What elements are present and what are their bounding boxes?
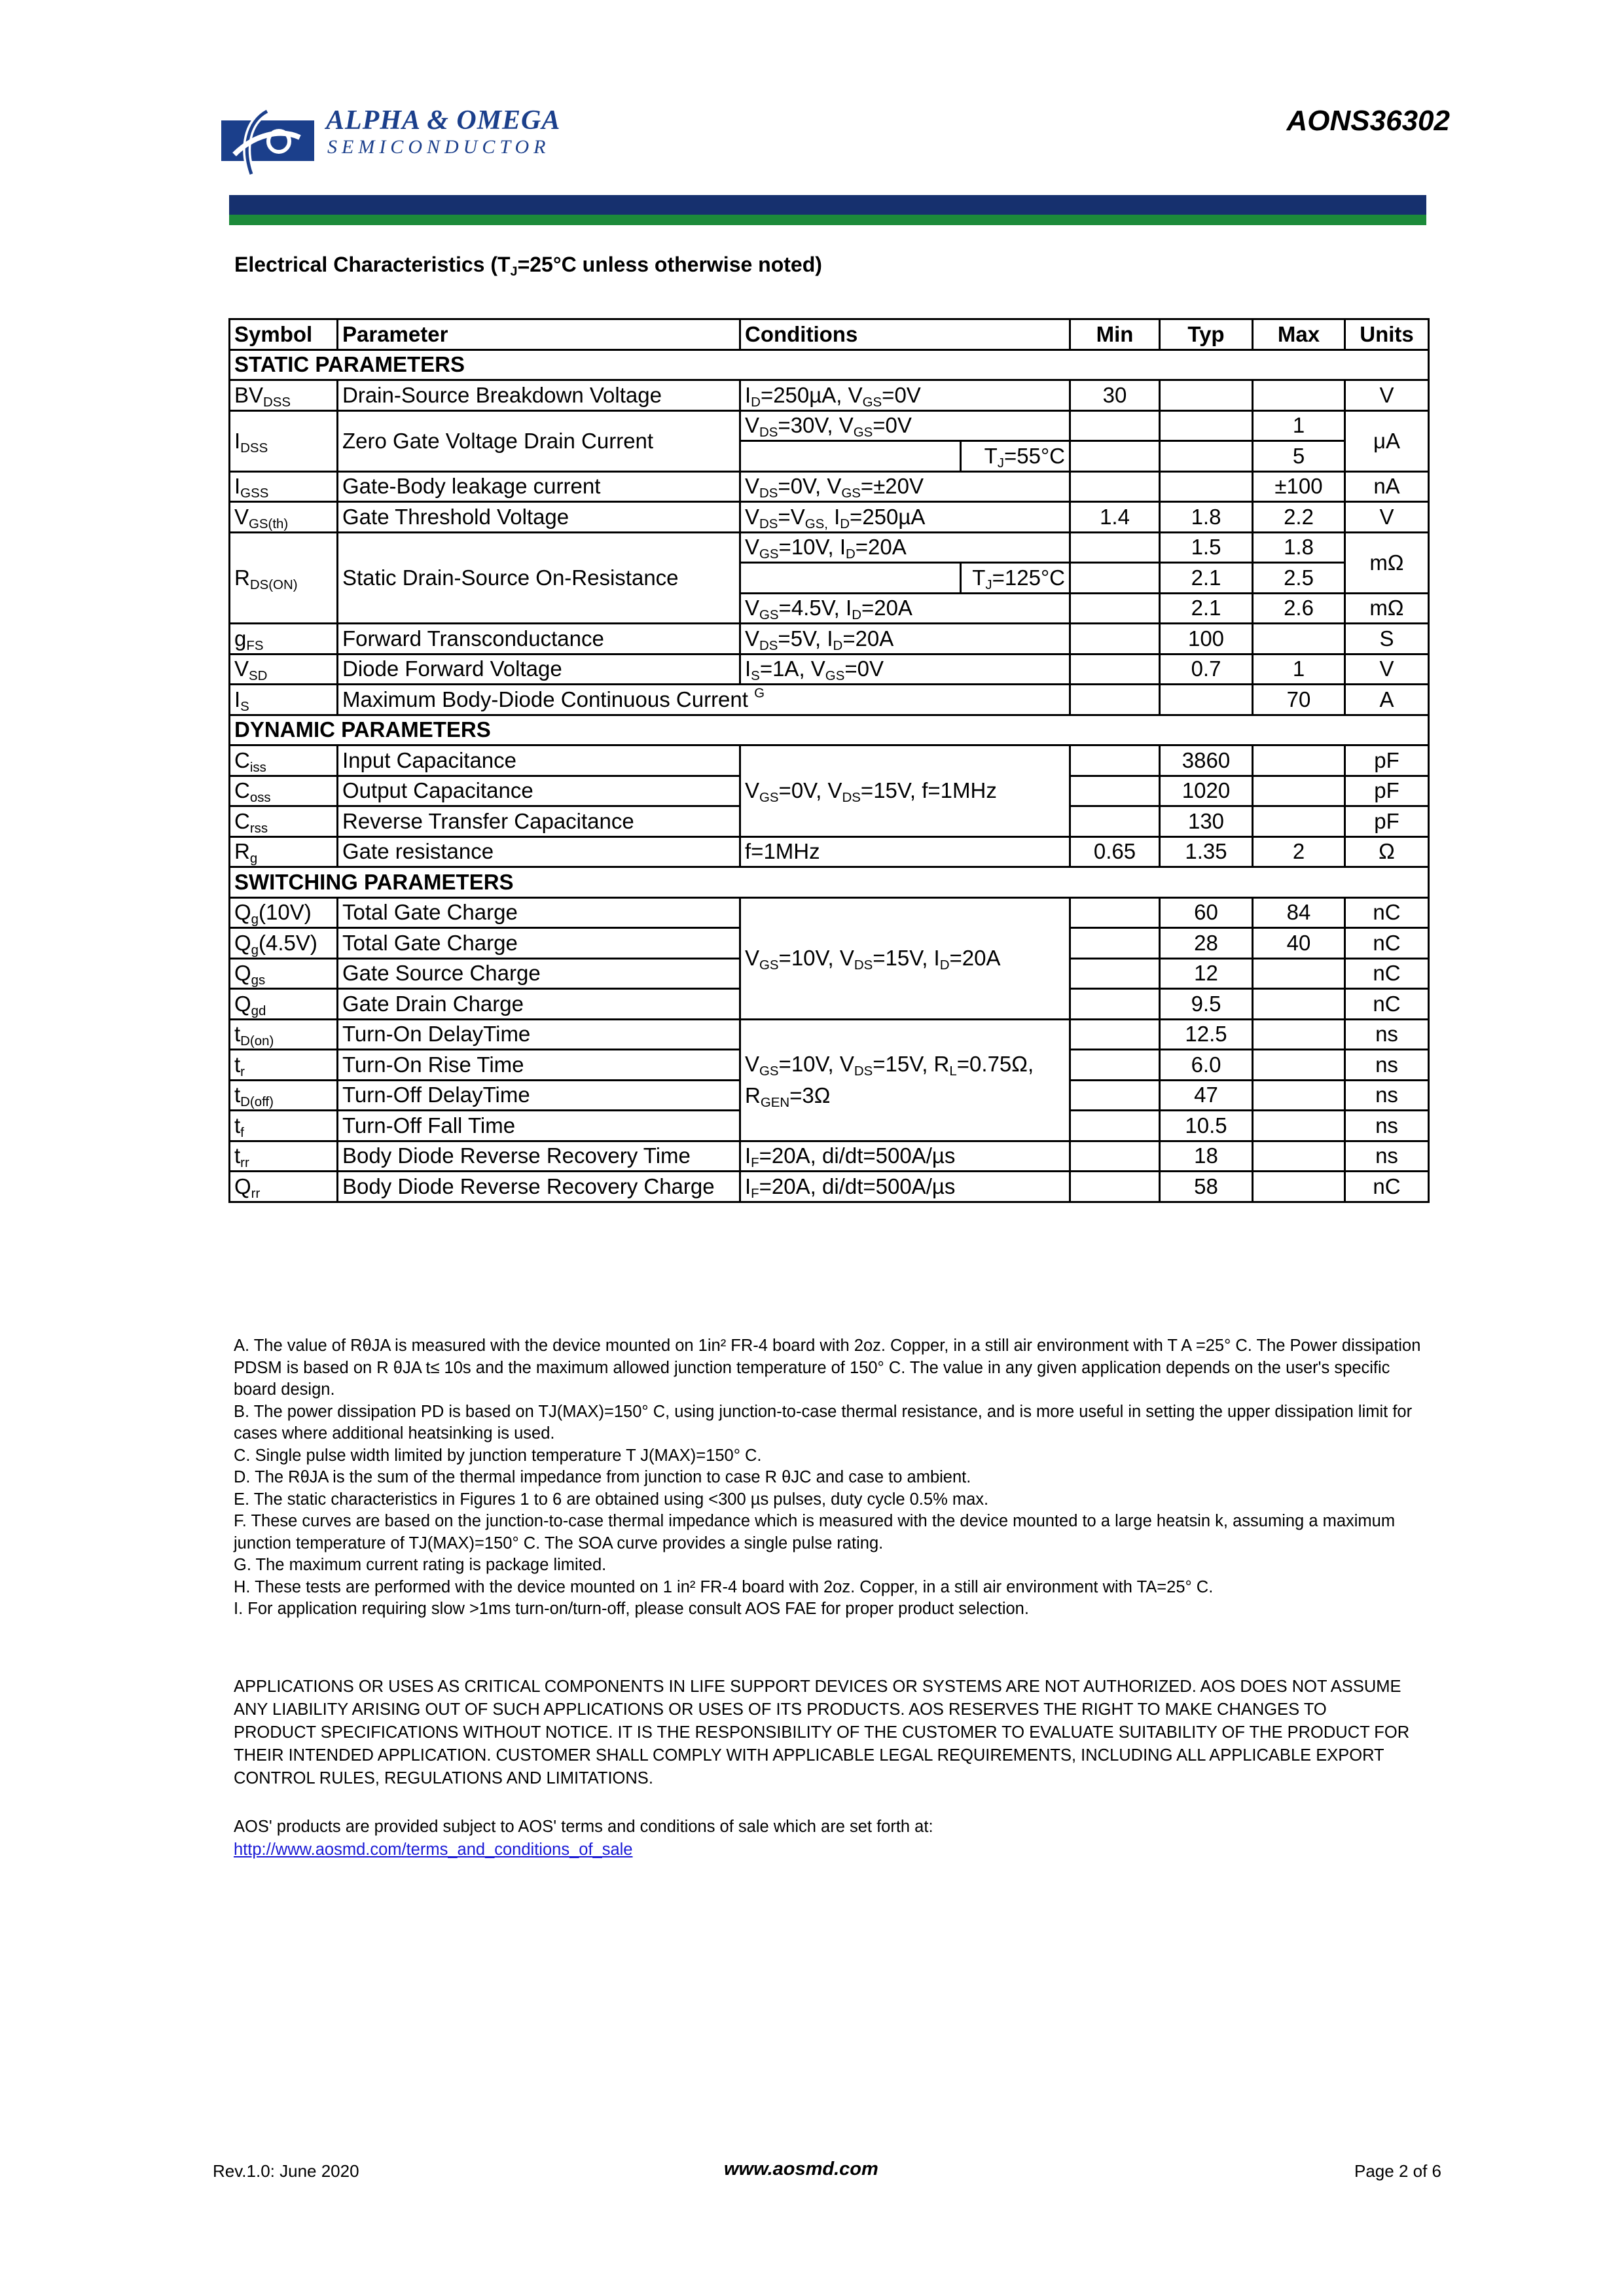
min-cell bbox=[1070, 563, 1160, 594]
symbol-cell: $BV_{DSS}$ bbox=[230, 380, 338, 411]
conditions-cell: $V_{DS}=0V$, $V_{GS}=\pm 20V$ bbox=[740, 471, 1070, 502]
conditions-cell: $V_{DS}=V_{GS,}$ $I_D=250\mu A$ bbox=[740, 502, 1070, 533]
conditions-cell: $V_{DS}=5V$, $I_D=20A$ bbox=[740, 624, 1070, 655]
symbol-cell: $t_{D(off)}$ bbox=[230, 1080, 338, 1111]
section-row bbox=[230, 867, 1429, 898]
disclaimer-text: APPLICATIONS OR USES AS CRITICAL COMPONENTS IN LIFE SUPPORT DEVICES OR SYSTEMS ARE NOT AUTHORIZED. AOS DOES NOT ASSUME ANY LIABILITY ARISING OUT OF SUCH APPLICATIONS OR USES OF ITS PRODUCTS. AOS RESERVES THE RIGHT TO MAKE CHANGES TO PRODUCT SPECIFICATIONS WITHOUT NOTICE. IT IS THE RESPONSIBILITY OF THE CUSTOMER TO EVALUATE SUITABILITY OF THE PRODUCT FOR THEIR INTENDED APPLICATION. CUSTOMER SHALL COMPLY WITH APPLICABLE LEGAL REQUIREMENTS, INCLUDING ALL APPLICABLE EXPORT CONTROL RULES, REGULATIONS AND LIMITATIONS. bbox=[234, 1677, 1410, 1787]
conditions-cell: $I_D=250\mu A$, $V_{GS}=0V$ bbox=[740, 380, 1070, 411]
conditions-cell: $V_{GS}=10V$, $V_{DS}=15V$, $I_D=20A$ bbox=[740, 897, 1070, 1019]
table-row bbox=[230, 836, 1429, 867]
unit-cell: ns bbox=[1345, 1050, 1429, 1081]
symbol-cell: $Q_{rr}$ bbox=[230, 1172, 338, 1202]
max-cell: 2 bbox=[1253, 836, 1345, 867]
terms-section bbox=[234, 1816, 933, 1861]
symbol-cell: $I_{GSS}$ bbox=[230, 471, 338, 502]
unit-cell: S bbox=[1345, 624, 1429, 655]
min-cell bbox=[1070, 989, 1160, 1020]
unit-cell: V bbox=[1345, 654, 1429, 685]
table-row bbox=[230, 1019, 1429, 1050]
typ-cell: 58 bbox=[1160, 1172, 1253, 1202]
min-cell bbox=[1070, 685, 1160, 715]
max-cell bbox=[1253, 1050, 1345, 1081]
typ-cell: 47 bbox=[1160, 1080, 1253, 1111]
footnotes bbox=[234, 1335, 1432, 1621]
typ-cell: 60 bbox=[1160, 897, 1253, 928]
symbol-cell: $I_{DSS}$ bbox=[230, 410, 338, 471]
min-cell bbox=[1070, 410, 1160, 441]
conditions-cell: $V_{GS}=4.5V$, $I_D=20A$ bbox=[740, 593, 1070, 624]
footnote: D. The RθJA is the sum of the thermal impedance from junction to case R θJC and case to ambient. bbox=[234, 1468, 971, 1486]
max-cell bbox=[1253, 1019, 1345, 1050]
company-subtitle: SEMICONDUCTOR bbox=[327, 136, 550, 158]
max-cell bbox=[1253, 958, 1345, 989]
parameter-cell: Gate Threshold Voltage bbox=[338, 502, 740, 533]
min-cell bbox=[1070, 1172, 1160, 1202]
max-cell: 70 bbox=[1253, 685, 1345, 715]
legal-disclaimer bbox=[234, 1676, 1412, 1790]
max-cell bbox=[1253, 745, 1345, 776]
typ-cell: 1.5 bbox=[1160, 532, 1253, 563]
conditions-cell: $V_{GS}=10V$, $I_D=20A$ bbox=[740, 532, 1070, 563]
min-cell bbox=[1070, 471, 1160, 502]
unit-cell: μA bbox=[1345, 410, 1429, 471]
typ-cell: 2.1 bbox=[1160, 593, 1253, 624]
unit-cell: nA bbox=[1345, 471, 1429, 502]
typ-cell: 3860 bbox=[1160, 745, 1253, 776]
header-conditions: Conditions bbox=[740, 319, 1070, 350]
conditions-cell: $I_F=20A$, di/dt=500A/µs bbox=[740, 1141, 1070, 1172]
min-cell bbox=[1070, 1050, 1160, 1081]
symbol-cell: $R_{DS(ON)}$ bbox=[230, 532, 338, 624]
unit-cell: V bbox=[1345, 380, 1429, 411]
min-cell bbox=[1070, 654, 1160, 685]
table-row bbox=[230, 685, 1429, 715]
conditions-cell: $V_{GS}=0V$, $V_{DS}=15V$, f=1MHz bbox=[740, 745, 1070, 837]
symbol-cell: $t_r$ bbox=[230, 1050, 338, 1081]
conditions-cell bbox=[740, 441, 961, 472]
unit-cell: pF bbox=[1345, 776, 1429, 806]
max-cell: 40 bbox=[1253, 928, 1345, 959]
parameter-cell: Gate Source Charge bbox=[338, 958, 740, 989]
table-row bbox=[230, 654, 1429, 685]
max-cell: 2.5 bbox=[1253, 563, 1345, 594]
symbol-cell: $V_{SD}$ bbox=[230, 654, 338, 685]
parameter-cell: Input Capacitance bbox=[338, 745, 740, 776]
min-cell bbox=[1070, 624, 1160, 655]
footnote: G. The maximum current rating is package limited. bbox=[234, 1556, 607, 1574]
header-units: Units bbox=[1345, 319, 1429, 350]
alpha-omega-logo-icon bbox=[221, 109, 314, 179]
typ-cell: 100 bbox=[1160, 624, 1253, 655]
typ-cell bbox=[1160, 685, 1253, 715]
unit-cell: mΩ bbox=[1345, 593, 1429, 624]
table-row bbox=[230, 1141, 1429, 1172]
header-band bbox=[229, 195, 1426, 225]
min-cell bbox=[1070, 776, 1160, 806]
unit-cell: A bbox=[1345, 685, 1429, 715]
parameter-cell: Turn-Off Fall Time bbox=[338, 1111, 740, 1141]
max-cell bbox=[1253, 776, 1345, 806]
table-row bbox=[230, 471, 1429, 502]
header-max: Max bbox=[1253, 319, 1345, 350]
unit-cell: nC bbox=[1345, 897, 1429, 928]
section-row bbox=[230, 350, 1429, 380]
footnote: F. These curves are based on the junction-to-case thermal impedance which is measured with the device mounted to a large heatsin k, assuming a maximum junction temperature of TJ(MAX)=150° C. The SOA curve provides a single pulse rating. bbox=[234, 1512, 1396, 1552]
typ-cell: 130 bbox=[1160, 806, 1253, 837]
unit-cell: nC bbox=[1345, 928, 1429, 959]
symbol-cell: $C_{iss}$ bbox=[230, 745, 338, 776]
parameter-cell: Body Diode Reverse Recovery Time bbox=[338, 1141, 740, 1172]
min-cell bbox=[1070, 928, 1160, 959]
min-cell bbox=[1070, 532, 1160, 563]
typ-cell: 1.8 bbox=[1160, 502, 1253, 533]
website-text: www.aosmd.com bbox=[724, 2159, 878, 2179]
header-symbol: Symbol bbox=[230, 319, 338, 350]
section-row bbox=[230, 715, 1429, 745]
typ-cell: 1.35 bbox=[1160, 836, 1253, 867]
footnote: B. The power dissipation PD is based on TJ(MAX)=150° C, using junction-to-case thermal resistance, and is more useful in setting the upper dissipation limit for cases where additional heatsinking is used. bbox=[234, 1402, 1413, 1443]
table-row bbox=[230, 502, 1429, 533]
conditions-cell: $V_{DS}=30V$, $V_{GS}=0V$ bbox=[740, 410, 1070, 441]
unit-cell: ns bbox=[1345, 1080, 1429, 1111]
section-title: Electrical Characteristics ($T_J=25^\circ C$ unless otherwise noted) bbox=[234, 253, 822, 279]
table-row bbox=[230, 745, 1429, 776]
conditions-cell: f=1MHz bbox=[740, 836, 1070, 867]
max-cell bbox=[1253, 989, 1345, 1020]
parameter-cell: Gate-Body leakage current bbox=[338, 471, 740, 502]
section-switching: SWITCHING PARAMETERS bbox=[230, 867, 1429, 898]
typ-cell: 18 bbox=[1160, 1141, 1253, 1172]
symbol-cell: $C_{rss}$ bbox=[230, 806, 338, 837]
section-dynamic: DYNAMIC PARAMETERS bbox=[230, 715, 1429, 745]
unit-cell: Ω bbox=[1345, 836, 1429, 867]
max-cell: ±100 bbox=[1253, 471, 1345, 502]
typ-cell: 10.5 bbox=[1160, 1111, 1253, 1141]
symbol-cell: $Q_{gs}$ bbox=[230, 958, 338, 989]
header-band-blue bbox=[229, 195, 1426, 215]
parameter-cell: Drain-Source Breakdown Voltage bbox=[338, 380, 740, 411]
unit-cell: ns bbox=[1345, 1141, 1429, 1172]
symbol-cell: $Q_g(4.5V)$ bbox=[230, 928, 338, 959]
max-cell: 2.2 bbox=[1253, 502, 1345, 533]
table-row bbox=[230, 532, 1429, 563]
min-cell bbox=[1070, 593, 1160, 624]
company-name: ALPHA & OMEGA bbox=[326, 105, 561, 135]
max-cell bbox=[1253, 380, 1345, 411]
footnote: E. The static characteristics in Figures 1 to 6 are obtained using <300 µs pulses, duty cycle 0.5% max. bbox=[234, 1490, 989, 1509]
unit-cell: ns bbox=[1345, 1019, 1429, 1050]
min-cell: 1.4 bbox=[1070, 502, 1160, 533]
header-typ: Typ bbox=[1160, 319, 1253, 350]
symbol-cell: $t_{D(on)}$ bbox=[230, 1019, 338, 1050]
symbol-cell: $t_{rr}$ bbox=[230, 1141, 338, 1172]
page-number: Page 2 of 6 bbox=[1354, 2161, 1441, 2181]
max-cell bbox=[1253, 1172, 1345, 1202]
footnote: H. These tests are performed with the device mounted on 1 in² FR-4 board with 2oz. Copper, in a still air environment with TA=25° C. bbox=[234, 1577, 1214, 1596]
parameter-cell: Forward Transconductance bbox=[338, 624, 740, 655]
symbol-cell: $I_S$ bbox=[230, 685, 338, 715]
symbol-cell: $R_g$ bbox=[230, 836, 338, 867]
max-cell bbox=[1253, 624, 1345, 655]
table-row bbox=[230, 410, 1429, 441]
max-cell: 5 bbox=[1253, 441, 1345, 472]
typ-cell bbox=[1160, 380, 1253, 411]
parameter-cell: Gate resistance bbox=[338, 836, 740, 867]
symbol-cell: $C_{oss}$ bbox=[230, 776, 338, 806]
table-row bbox=[230, 897, 1429, 928]
terms-link[interactable]: http://www.aosmd.com/terms_and_conditions_of_sale bbox=[234, 1840, 633, 1859]
typ-cell bbox=[1160, 410, 1253, 441]
typ-cell: 12.5 bbox=[1160, 1019, 1253, 1050]
unit-cell: nC bbox=[1345, 958, 1429, 989]
parameter-cell: Turn-Off DelayTime bbox=[338, 1080, 740, 1111]
parameter-cell: Total Gate Charge bbox=[338, 897, 740, 928]
temperature-condition-cell: $T_J=55^\circ C$ bbox=[961, 441, 1070, 472]
parameter-cell: Maximum Body-Diode Continuous Current $^G$ bbox=[338, 685, 1070, 715]
section-static: STATIC PARAMETERS bbox=[230, 350, 1429, 380]
conditions-cell bbox=[740, 563, 961, 594]
parameter-cell: Gate Drain Charge bbox=[338, 989, 740, 1020]
min-cell bbox=[1070, 745, 1160, 776]
min-cell bbox=[1070, 1141, 1160, 1172]
parameter-cell: Zero Gate Voltage Drain Current bbox=[338, 410, 740, 471]
unit-cell: nC bbox=[1345, 1172, 1429, 1202]
typ-cell: 9.5 bbox=[1160, 989, 1253, 1020]
parameter-cell: Reverse Transfer Capacitance bbox=[338, 806, 740, 837]
table-header-row bbox=[230, 319, 1429, 350]
symbol-cell: $Q_g(10V)$ bbox=[230, 897, 338, 928]
unit-cell: ns bbox=[1345, 1111, 1429, 1141]
unit-cell: V bbox=[1345, 502, 1429, 533]
conditions-cell: $V_{GS}=10V$, $V_{DS}=15V$, $R_L=0.75\Omega$, $R_{GEN}=3\Omega$ bbox=[740, 1019, 1070, 1141]
unit-cell: pF bbox=[1345, 806, 1429, 837]
max-cell: 84 bbox=[1253, 897, 1345, 928]
part-number: AONS36302 bbox=[1286, 105, 1450, 137]
max-cell bbox=[1253, 1111, 1345, 1141]
max-cell: 2.6 bbox=[1253, 593, 1345, 624]
max-cell: 1 bbox=[1253, 654, 1345, 685]
revision-text: Rev.1.0: June 2020 bbox=[213, 2161, 359, 2181]
symbol-cell: $Q_{gd}$ bbox=[230, 989, 338, 1020]
min-cell bbox=[1070, 1111, 1160, 1141]
parameter-cell: Turn-On Rise Time bbox=[338, 1050, 740, 1081]
min-cell bbox=[1070, 806, 1160, 837]
symbol-cell: $t_f$ bbox=[230, 1111, 338, 1141]
parameter-cell: Turn-On DelayTime bbox=[338, 1019, 740, 1050]
max-cell: 1.8 bbox=[1253, 532, 1345, 563]
parameter-cell: Output Capacitance bbox=[338, 776, 740, 806]
min-cell bbox=[1070, 897, 1160, 928]
parameter-cell: Static Drain-Source On-Resistance bbox=[338, 532, 740, 624]
conditions-cell: $I_F=20A$, di/dt=500A/µs bbox=[740, 1172, 1070, 1202]
max-cell: 1 bbox=[1253, 410, 1345, 441]
min-cell bbox=[1070, 1080, 1160, 1111]
symbol-cell: $g_{FS}$ bbox=[230, 624, 338, 655]
typ-cell: 0.7 bbox=[1160, 654, 1253, 685]
min-cell: 30 bbox=[1070, 380, 1160, 411]
conditions-cell: $I_S=1A$, $V_{GS}=0V$ bbox=[740, 654, 1070, 685]
typ-cell bbox=[1160, 471, 1253, 502]
typ-cell: 12 bbox=[1160, 958, 1253, 989]
max-cell bbox=[1253, 806, 1345, 837]
table-row bbox=[230, 624, 1429, 655]
typ-cell: 6.0 bbox=[1160, 1050, 1253, 1081]
terms-text: AOS' products are provided subject to AOS' terms and conditions of sale which are set forth at: bbox=[234, 1818, 933, 1836]
header-min: Min bbox=[1070, 319, 1160, 350]
unit-cell: mΩ bbox=[1345, 532, 1429, 593]
footnote: C. Single pulse width limited by junction temperature T J(MAX)=150° C. bbox=[234, 1446, 762, 1465]
parameter-cell: Body Diode Reverse Recovery Charge bbox=[338, 1172, 740, 1202]
min-cell bbox=[1070, 1019, 1160, 1050]
typ-cell: 1020 bbox=[1160, 776, 1253, 806]
table-row bbox=[230, 380, 1429, 411]
footnote: I. For application requiring slow >1ms turn-on/turn-off, please consult AOS FAE for proper product selection. bbox=[234, 1600, 1029, 1618]
min-cell bbox=[1070, 441, 1160, 472]
header-parameter: Parameter bbox=[338, 319, 740, 350]
unit-cell: pF bbox=[1345, 745, 1429, 776]
footnote: A. The value of RθJA is measured with the device mounted on 1in² FR-4 board with 2oz. Copper, in a still air environment with T A =25° C. The Power dissipation PDSM is based on R θJA t≤ 10s and the maximum allowed junction temperature of 150° C. The value in any given application depends on the user's specific board design. bbox=[234, 1336, 1421, 1399]
max-cell bbox=[1253, 1080, 1345, 1111]
header-band-green bbox=[229, 215, 1426, 225]
unit-cell: nC bbox=[1345, 989, 1429, 1020]
parameter-cell: Diode Forward Voltage bbox=[338, 654, 740, 685]
electrical-characteristics-table bbox=[228, 318, 1430, 1203]
typ-cell: 28 bbox=[1160, 928, 1253, 959]
typ-cell: 2.1 bbox=[1160, 563, 1253, 594]
typ-cell bbox=[1160, 441, 1253, 472]
parameter-cell: Total Gate Charge bbox=[338, 928, 740, 959]
max-cell bbox=[1253, 1141, 1345, 1172]
table-row bbox=[230, 1172, 1429, 1202]
temperature-condition-cell: $T_J=125^\circ C$ bbox=[961, 563, 1070, 594]
min-cell: 0.65 bbox=[1070, 836, 1160, 867]
company-logo bbox=[221, 105, 601, 182]
symbol-cell: $V_{GS(th)}$ bbox=[230, 502, 338, 533]
min-cell bbox=[1070, 958, 1160, 989]
